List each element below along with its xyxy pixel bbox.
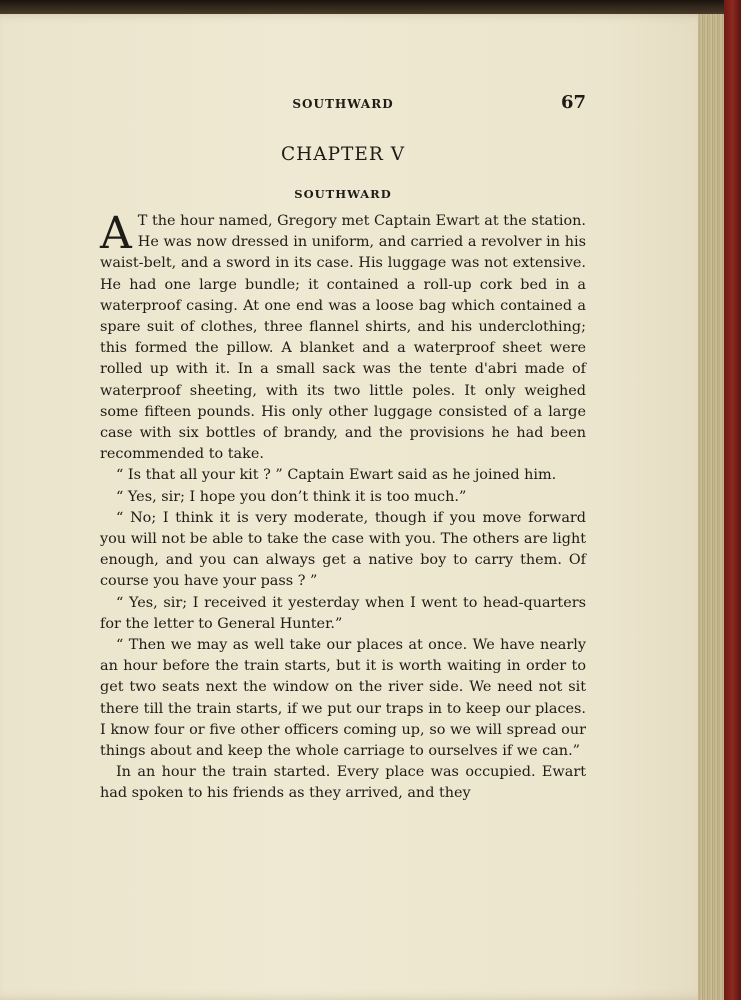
chapter-title: CHAPTER V <box>280 144 406 165</box>
paragraph: In an hour the train started. Every place was occupied. Ewart had spoken to his friends as they arrived, and they <box>100 764 586 802</box>
first-paragraph <box>100 208 586 465</box>
paragraph: “ Yes, sir; I hope you don’t think it is too much.” <box>116 488 467 505</box>
drop-cap: A <box>100 208 132 259</box>
book-binding <box>724 0 741 1000</box>
paragraph: “ Is that all your kit ? ” Captain Ewart said as he joined him. <box>116 467 557 484</box>
paragraph: “ Yes, sir; I received it yesterday when I went to head-quarters for the letter to General Hunter.” <box>100 594 586 632</box>
page-number: 67 <box>560 92 586 113</box>
chapter-subtitle: SOUTHWARD <box>294 187 392 201</box>
first-paragraph-text: T the hour named, Gregory met Captain Ewart at the station. He was now dressed in uniform, and carried a revolver in his waist-belt, and a sword in its case. His luggage was not extensive. He had one large bundle; it contained a roll-up cork bed in a waterproof casing. At one end was a loose bag which contained a spare suit of clothes, three flannel shirts, and his underclothing; this formed the pillow. A blanket and a waterproof sheet were rolled up with it. In a small sack was the tente d'abri made of waterproof sheeting, with its two little poles. It only weighed some fifteen pounds. His only other luggage consisted of a large case with six bottles of brandy, and the provisions he had been recommended to take. <box>100 213 586 463</box>
running-head <box>100 92 586 116</box>
running-title: SOUTHWARD <box>292 97 394 111</box>
top-shadow <box>0 0 741 14</box>
text-block <box>100 92 586 805</box>
paragraph: “ Then we may as well take our places at once. We have nearly an hour before the train starts, but it is worth waiting in order to get two seats next the window on the river side. We need not sit there till the train starts, if we put our traps in to keep our places. I know four or five other officers coming up, so we will spread our things about and keep the whole carriage to ourselves if we can.” <box>100 637 586 760</box>
paragraph: “ No; I think it is very moderate, though if you move forward you will not be able to take the case with you. The others are light enough, and you can always get a native boy to carry them. Of course you have your pass ? ” <box>100 509 586 590</box>
